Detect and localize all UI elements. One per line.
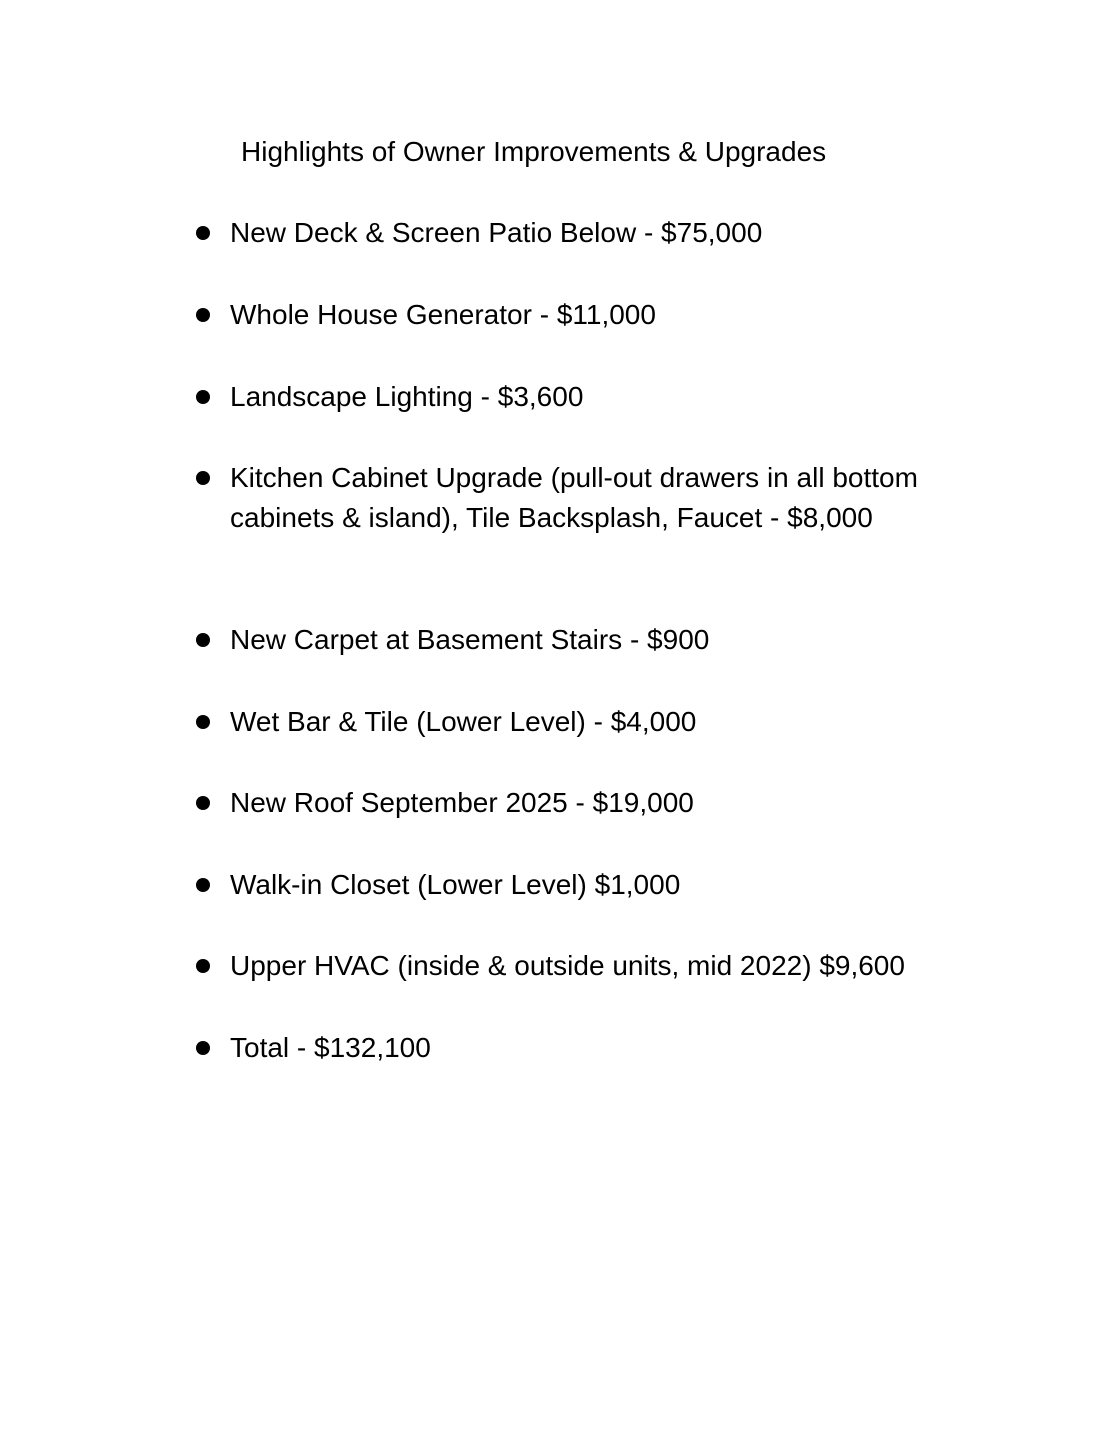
bullet-icon (196, 796, 210, 810)
list-item-text: Wet Bar & Tile (Lower Level) - $4,000 (230, 706, 697, 737)
list-item-text: Landscape Lighting - $3,600 (230, 381, 584, 412)
bullet-icon (196, 308, 210, 322)
bullet-icon (196, 959, 210, 973)
document-title: Highlights of Owner Improvements & Upgrades (241, 136, 827, 167)
list-item-text: Walk-in Closet (Lower Level) $1,000 (230, 869, 681, 900)
list-item-text: New Roof September 2025 - $19,000 (230, 787, 694, 818)
bullet-icon (196, 1041, 210, 1055)
bullet-icon (196, 878, 210, 892)
list-item-text: New Carpet at Basement Stairs - $900 (230, 624, 710, 655)
list-item-text: Kitchen Cabinet Upgrade (pull-out drawers in all bottom cabinets & island), Tile Backsplash, Faucet - $8,000 (230, 462, 918, 533)
bullet-icon (196, 226, 210, 240)
list-item-text: Upper HVAC (inside & outside units, mid 2022) $9,600 (230, 950, 905, 981)
total-text: Total - $132,100 (230, 1032, 431, 1063)
list-item-text: New Deck & Screen Patio Below - $75,000 (230, 217, 763, 248)
bullet-icon (196, 471, 210, 485)
bullet-icon (196, 715, 210, 729)
bullet-icon (196, 390, 210, 404)
list-item-text: Whole House Generator - $11,000 (230, 299, 656, 330)
bullet-icon (196, 633, 210, 647)
